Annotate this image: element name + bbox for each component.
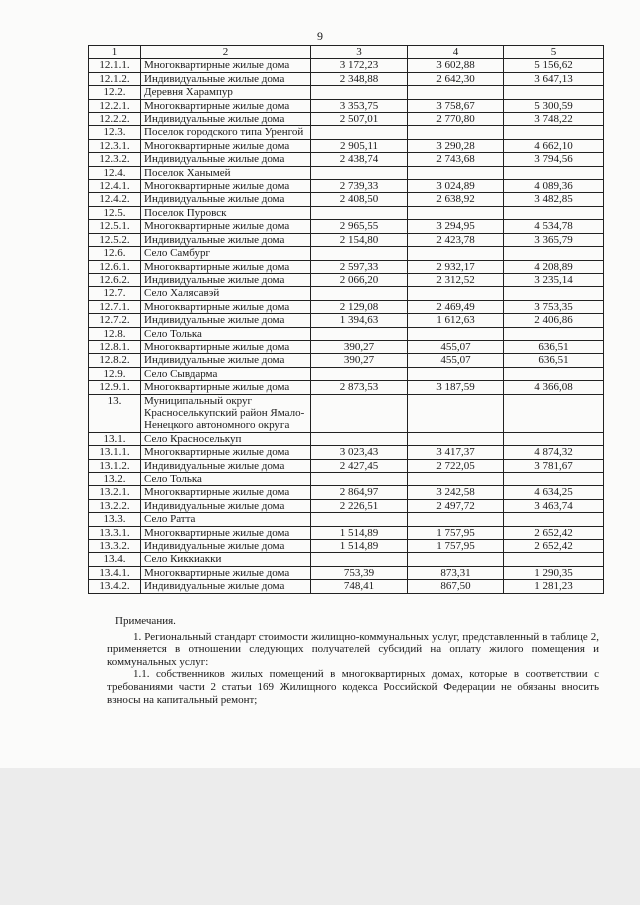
- value-cell-col3: 2 905,11: [311, 139, 408, 152]
- row-number-cell: 12.8.: [89, 327, 141, 340]
- table-row: [89, 473, 604, 486]
- value-cell-col3: [311, 287, 408, 300]
- name-cell: Село Самбург: [141, 247, 311, 260]
- page-bottom-margin: [0, 768, 640, 905]
- value-cell-col3: 2 864,97: [311, 486, 408, 499]
- name-cell: Индивидуальные жилые дома: [141, 273, 311, 286]
- table-row: [89, 180, 604, 193]
- row-number-cell: 12.6.1.: [89, 260, 141, 273]
- table-row: [89, 72, 604, 85]
- table-row: [89, 153, 604, 166]
- table-row: [89, 260, 604, 273]
- value-cell-col5: [504, 394, 604, 432]
- value-cell-col4: 2 932,17: [408, 260, 504, 273]
- value-cell-col5: [504, 327, 604, 340]
- value-cell-col5: 2 652,42: [504, 540, 604, 553]
- value-cell-col4: 3 758,67: [408, 99, 504, 112]
- value-cell-col5: 5 300,59: [504, 99, 604, 112]
- notes-section: [107, 615, 599, 706]
- table-header-row: [89, 46, 604, 59]
- name-cell: Индивидуальные жилые дома: [141, 72, 311, 85]
- row-number-cell: 13.1.: [89, 432, 141, 445]
- value-cell-col3: 2 507,01: [311, 113, 408, 126]
- value-cell-col3: 2 154,80: [311, 233, 408, 246]
- row-number-cell: 13.3.1.: [89, 526, 141, 539]
- row-number-cell: 12.2.1.: [89, 99, 141, 112]
- name-cell: Индивидуальные жилые дома: [141, 233, 311, 246]
- value-cell-col3: 2 438,74: [311, 153, 408, 166]
- value-cell-col4: [408, 394, 504, 432]
- table-row: [89, 340, 604, 353]
- row-number-cell: 12.8.1.: [89, 340, 141, 353]
- table-row: [89, 86, 604, 99]
- table-row: [89, 432, 604, 445]
- value-cell-col5: [504, 247, 604, 260]
- value-cell-col3: [311, 553, 408, 566]
- header-cell: 3: [311, 46, 408, 59]
- value-cell-col4: [408, 287, 504, 300]
- value-cell-col5: [504, 513, 604, 526]
- row-number-cell: 13.2.1.: [89, 486, 141, 499]
- value-cell-col4: 2 722,05: [408, 459, 504, 472]
- table-row: [89, 553, 604, 566]
- name-cell: Село Ратта: [141, 513, 311, 526]
- row-number-cell: 12.6.2.: [89, 273, 141, 286]
- value-cell-col4: 2 743,68: [408, 153, 504, 166]
- row-number-cell: 12.3.2.: [89, 153, 141, 166]
- table-row: [89, 327, 604, 340]
- table-row: [89, 273, 604, 286]
- value-cell-col5: 1 290,35: [504, 566, 604, 579]
- value-cell-col3: [311, 473, 408, 486]
- row-number-cell: 12.3.1.: [89, 139, 141, 152]
- table-row: [89, 486, 604, 499]
- name-cell: Село Халясавэй: [141, 287, 311, 300]
- value-cell-col3: [311, 513, 408, 526]
- table-row: [89, 193, 604, 206]
- name-cell: Село Толька: [141, 473, 311, 486]
- value-cell-col4: 3 024,89: [408, 180, 504, 193]
- row-number-cell: 12.5.: [89, 206, 141, 219]
- name-cell: Индивидуальные жилые дома: [141, 193, 311, 206]
- value-cell-col4: [408, 553, 504, 566]
- name-cell: Многоквартирные жилые дома: [141, 486, 311, 499]
- value-cell-col3: 2 873,53: [311, 381, 408, 394]
- housing-cost-standard-table: [88, 45, 604, 594]
- table-row: [89, 513, 604, 526]
- name-cell: Многоквартирные жилые дома: [141, 340, 311, 353]
- value-cell-col3: [311, 432, 408, 445]
- row-number-cell: 13.1.1.: [89, 446, 141, 459]
- name-cell: Многоквартирные жилые дома: [141, 180, 311, 193]
- value-cell-col5: [504, 432, 604, 445]
- value-cell-col4: 3 602,88: [408, 59, 504, 72]
- value-cell-col5: 2 406,86: [504, 314, 604, 327]
- value-cell-col4: 1 757,95: [408, 540, 504, 553]
- value-cell-col5: 4 089,36: [504, 180, 604, 193]
- row-number-cell: 13.3.: [89, 513, 141, 526]
- table-row: [89, 220, 604, 233]
- table-row: [89, 381, 604, 394]
- value-cell-col5: 4 662,10: [504, 139, 604, 152]
- value-cell-col5: 4 208,89: [504, 260, 604, 273]
- row-number-cell: 13.4.1.: [89, 566, 141, 579]
- value-cell-col4: [408, 432, 504, 445]
- row-number-cell: 12.7.2.: [89, 314, 141, 327]
- row-number-cell: 13.2.2.: [89, 499, 141, 512]
- value-cell-col5: [504, 367, 604, 380]
- value-cell-col5: 4 634,25: [504, 486, 604, 499]
- value-cell-col5: 4 366,08: [504, 381, 604, 394]
- name-cell: Поселок городского типа Уренгой: [141, 126, 311, 139]
- value-cell-col3: [311, 166, 408, 179]
- value-cell-col4: [408, 206, 504, 219]
- table-row: [89, 540, 604, 553]
- value-cell-col4: 3 417,37: [408, 446, 504, 459]
- value-cell-col4: 2 312,52: [408, 273, 504, 286]
- name-cell: Многоквартирные жилые дома: [141, 59, 311, 72]
- notes-paragraph: 1. Региональный стандарт стоимости жилищно-коммунальных услуг, представленный в таблице 2, применяется в отношении следующих получателей субсидий на оплату жилого помещения и коммунальных услуг:: [107, 630, 599, 668]
- row-number-cell: 12.4.: [89, 166, 141, 179]
- value-cell-col4: 1 757,95: [408, 526, 504, 539]
- value-cell-col4: [408, 86, 504, 99]
- value-cell-col3: 390,27: [311, 354, 408, 367]
- value-cell-col5: [504, 206, 604, 219]
- name-cell: Индивидуальные жилые дома: [141, 354, 311, 367]
- row-number-cell: 12.4.1.: [89, 180, 141, 193]
- row-number-cell: 12.9.1.: [89, 381, 141, 394]
- header-cell: 4: [408, 46, 504, 59]
- row-number-cell: 12.6.: [89, 247, 141, 260]
- value-cell-col5: 5 156,62: [504, 59, 604, 72]
- value-cell-col5: 3 748,22: [504, 113, 604, 126]
- row-number-cell: 12.1.2.: [89, 72, 141, 85]
- row-number-cell: 12.2.2.: [89, 113, 141, 126]
- row-number-cell: 12.7.1.: [89, 300, 141, 313]
- value-cell-col5: 3 482,85: [504, 193, 604, 206]
- table-row: [89, 499, 604, 512]
- table-row: [89, 59, 604, 72]
- header-cell: 2: [141, 46, 311, 59]
- name-cell: Село Киккиакки: [141, 553, 311, 566]
- name-cell: Многоквартирные жилые дома: [141, 99, 311, 112]
- table-row: [89, 367, 604, 380]
- value-cell-col3: [311, 126, 408, 139]
- row-number-cell: 13.: [89, 394, 141, 432]
- value-cell-col4: 2 497,72: [408, 499, 504, 512]
- value-cell-col4: 2 423,78: [408, 233, 504, 246]
- name-cell: Деревня Харампур: [141, 86, 311, 99]
- row-number-cell: 13.4.2.: [89, 580, 141, 593]
- name-cell: Поселок Пуровск: [141, 206, 311, 219]
- value-cell-col3: 748,41: [311, 580, 408, 593]
- table-row: [89, 139, 604, 152]
- table-row: [89, 233, 604, 246]
- value-cell-col4: 455,07: [408, 354, 504, 367]
- value-cell-col5: 3 647,13: [504, 72, 604, 85]
- value-cell-col4: 2 638,92: [408, 193, 504, 206]
- notes-paragraph: 1.1. собственников жилых помещений в многоквартирных домах, которые в соответствии с требованиями части 2 статьи 169 Жилищного кодекса Российской Федерации не обязаны вносить взносы на капитальный ремонт;: [107, 668, 599, 706]
- row-number-cell: 12.8.2.: [89, 354, 141, 367]
- value-cell-col4: [408, 513, 504, 526]
- value-cell-col4: 867,50: [408, 580, 504, 593]
- row-number-cell: 13.2.: [89, 473, 141, 486]
- header-cell: 5: [504, 46, 604, 59]
- value-cell-col5: 3 365,79: [504, 233, 604, 246]
- name-cell: Многоквартирные жилые дома: [141, 220, 311, 233]
- row-number-cell: 12.5.2.: [89, 233, 141, 246]
- value-cell-col5: 636,51: [504, 340, 604, 353]
- value-cell-col4: 2 469,49: [408, 300, 504, 313]
- value-cell-col3: 1 394,63: [311, 314, 408, 327]
- table-row: [89, 354, 604, 367]
- name-cell: Село Толька: [141, 327, 311, 340]
- row-number-cell: 13.3.2.: [89, 540, 141, 553]
- name-cell: Индивидуальные жилые дома: [141, 153, 311, 166]
- table-row: [89, 459, 604, 472]
- name-cell: Многоквартирные жилые дома: [141, 526, 311, 539]
- value-cell-col4: [408, 247, 504, 260]
- page-number: 9: [317, 29, 323, 43]
- value-cell-col3: 2 965,55: [311, 220, 408, 233]
- value-cell-col5: [504, 166, 604, 179]
- value-cell-col3: 2 427,45: [311, 459, 408, 472]
- value-cell-col3: [311, 367, 408, 380]
- table-row: [89, 300, 604, 313]
- table-row: [89, 247, 604, 260]
- value-cell-col4: 2 770,80: [408, 113, 504, 126]
- name-cell: Индивидуальные жилые дома: [141, 499, 311, 512]
- header-cell: 1: [89, 46, 141, 59]
- value-cell-col4: 3 242,58: [408, 486, 504, 499]
- value-cell-col3: 2 597,33: [311, 260, 408, 273]
- value-cell-col5: 3 781,67: [504, 459, 604, 472]
- value-cell-col3: 2 408,50: [311, 193, 408, 206]
- value-cell-col3: 390,27: [311, 340, 408, 353]
- value-cell-col4: [408, 126, 504, 139]
- value-cell-col3: 1 514,89: [311, 526, 408, 539]
- table-row: [89, 113, 604, 126]
- value-cell-col3: 3 172,23: [311, 59, 408, 72]
- name-cell: Многоквартирные жилые дома: [141, 446, 311, 459]
- value-cell-col5: [504, 126, 604, 139]
- name-cell: Многоквартирные жилые дома: [141, 260, 311, 273]
- value-cell-col3: 1 514,89: [311, 540, 408, 553]
- value-cell-col5: 4 534,78: [504, 220, 604, 233]
- row-number-cell: 12.4.2.: [89, 193, 141, 206]
- value-cell-col3: [311, 86, 408, 99]
- table-row: [89, 166, 604, 179]
- table-row: [89, 314, 604, 327]
- name-cell: Индивидуальные жилые дома: [141, 113, 311, 126]
- value-cell-col4: 3 187,59: [408, 381, 504, 394]
- table-row: [89, 566, 604, 579]
- name-cell: Многоквартирные жилые дома: [141, 300, 311, 313]
- value-cell-col5: [504, 287, 604, 300]
- row-number-cell: 12.1.1.: [89, 59, 141, 72]
- name-cell: Поселок Ханымей: [141, 166, 311, 179]
- table-row: [89, 394, 604, 432]
- value-cell-col4: [408, 327, 504, 340]
- table-row: [89, 580, 604, 593]
- table-row: [89, 99, 604, 112]
- row-number-cell: 12.3.: [89, 126, 141, 139]
- value-cell-col4: 455,07: [408, 340, 504, 353]
- value-cell-col5: 2 652,42: [504, 526, 604, 539]
- value-cell-col5: 3 794,56: [504, 153, 604, 166]
- table-row: [89, 287, 604, 300]
- table-row: [89, 446, 604, 459]
- value-cell-col3: [311, 247, 408, 260]
- row-number-cell: 12.9.: [89, 367, 141, 380]
- value-cell-col3: 3 353,75: [311, 99, 408, 112]
- value-cell-col3: [311, 327, 408, 340]
- value-cell-col5: 3 235,14: [504, 273, 604, 286]
- row-number-cell: 12.5.1.: [89, 220, 141, 233]
- value-cell-col3: [311, 394, 408, 432]
- value-cell-col5: [504, 473, 604, 486]
- value-cell-col4: [408, 473, 504, 486]
- value-cell-col3: 2 348,88: [311, 72, 408, 85]
- name-cell: Индивидуальные жилые дома: [141, 580, 311, 593]
- table-row: [89, 526, 604, 539]
- name-cell: Индивидуальные жилые дома: [141, 540, 311, 553]
- value-cell-col3: [311, 206, 408, 219]
- value-cell-col4: 3 294,95: [408, 220, 504, 233]
- row-number-cell: 12.7.: [89, 287, 141, 300]
- value-cell-col3: 2 129,08: [311, 300, 408, 313]
- table-row: [89, 126, 604, 139]
- notes-title: Примечания.: [115, 615, 176, 627]
- row-number-cell: 12.2.: [89, 86, 141, 99]
- value-cell-col4: 1 612,63: [408, 314, 504, 327]
- name-cell: Многоквартирные жилые дома: [141, 566, 311, 579]
- value-cell-col3: 2 739,33: [311, 180, 408, 193]
- row-number-cell: 13.4.: [89, 553, 141, 566]
- value-cell-col4: 2 642,30: [408, 72, 504, 85]
- value-cell-col4: [408, 367, 504, 380]
- value-cell-col4: 3 290,28: [408, 139, 504, 152]
- table-row: [89, 206, 604, 219]
- name-cell: Многоквартирные жилые дома: [141, 381, 311, 394]
- value-cell-col5: 3 753,35: [504, 300, 604, 313]
- value-cell-col5: [504, 553, 604, 566]
- value-cell-col3: 753,39: [311, 566, 408, 579]
- name-cell: Село Красноселькуп: [141, 432, 311, 445]
- value-cell-col3: 2 066,20: [311, 273, 408, 286]
- name-cell: Муниципальный округ Красноселькупский район Ямало-Ненецкого автономного округа: [141, 394, 311, 432]
- value-cell-col4: 873,31: [408, 566, 504, 579]
- value-cell-col5: 636,51: [504, 354, 604, 367]
- name-cell: Многоквартирные жилые дома: [141, 139, 311, 152]
- row-number-cell: 13.1.2.: [89, 459, 141, 472]
- name-cell: Село Сывдарма: [141, 367, 311, 380]
- name-cell: Индивидуальные жилые дома: [141, 314, 311, 327]
- value-cell-col5: 4 874,32: [504, 446, 604, 459]
- value-cell-col3: 2 226,51: [311, 499, 408, 512]
- value-cell-col5: [504, 86, 604, 99]
- value-cell-col3: 3 023,43: [311, 446, 408, 459]
- value-cell-col5: 3 463,74: [504, 499, 604, 512]
- value-cell-col5: 1 281,23: [504, 580, 604, 593]
- name-cell: Индивидуальные жилые дома: [141, 459, 311, 472]
- value-cell-col4: [408, 166, 504, 179]
